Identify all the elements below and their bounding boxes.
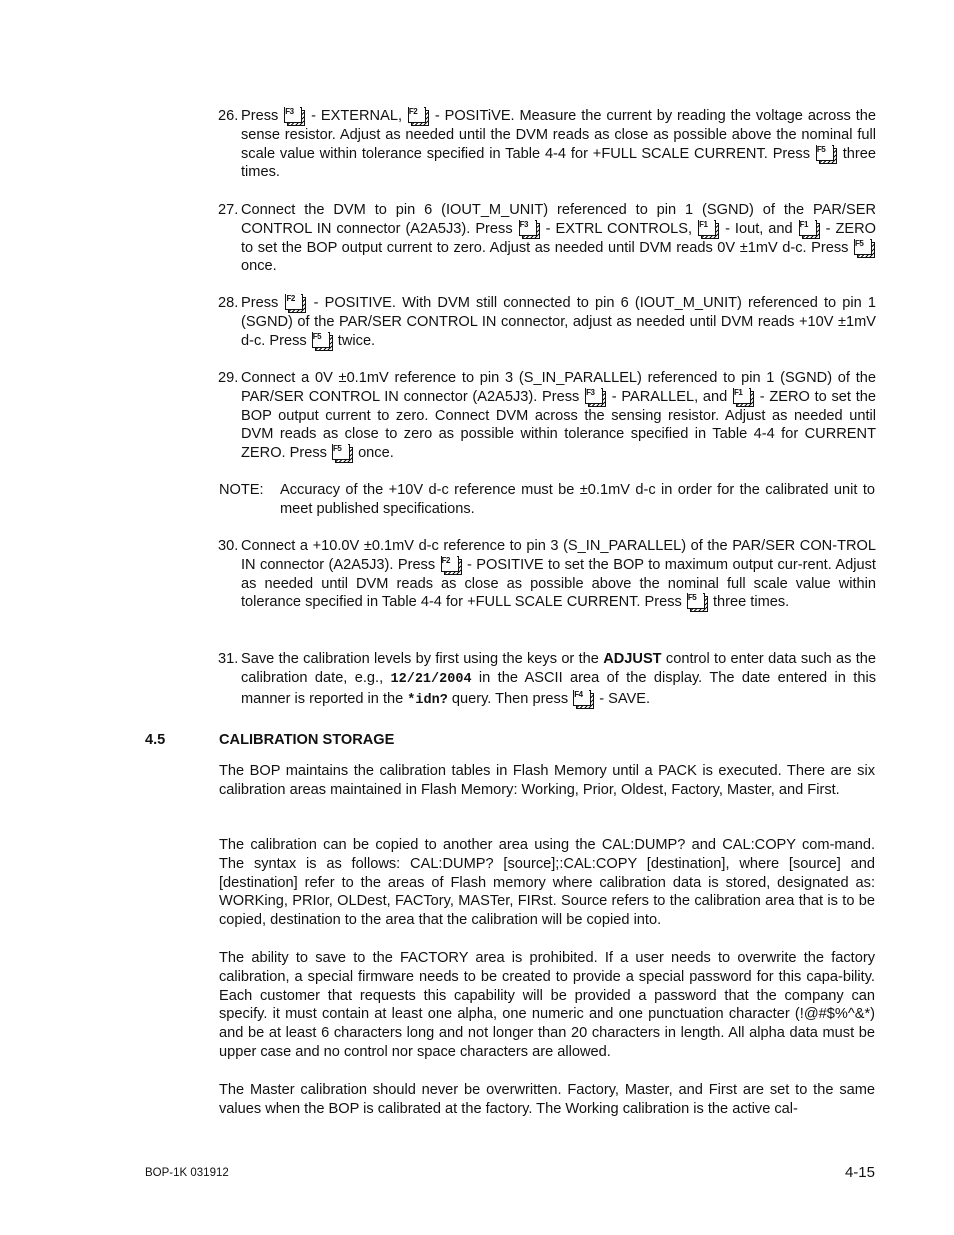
step-text: Connect the DVM to pin 6 (IOUT_M_UNIT) referenced to pin 1 (SGND) of the PAR/SER CONTROL IN connector (A2A5J3). Press F3 - EXTRL CONTROLS, F1 - Iout, and F1 - ZERO to set the BOP output current to zero. Adjust as needed until DVM reads 0V ±1mV d-c. Press F5 once. — [241, 202, 877, 275]
function-key-label: F1 — [699, 220, 714, 230]
step-text: Connect a +10.0V ±0.1mV d-c reference to pin 3 (S_IN_PARALLEL) of the PAR/SER CON-TROL IN connector (A2A5J3). Press F2 - POSITIVE to set the BOP to maximum output cur-rent. Adjust as needed until DVM reads as close as possible above the nominal full scale value within tolerance specified in Table 4-4 for +FULL SCALE CURRENT. Press F5 three times. — [241, 538, 876, 611]
function-key-icon — [799, 220, 820, 237]
function-key-label: F3 — [285, 107, 300, 117]
step-text: Connect a 0V ±0.1mV reference to pin 3 (S_IN_PARALLEL) referenced to pin 1 (SGND) of the PAR/SER CONTROL IN connector (A2A5J3). Press F3 - PARALLEL, and F1 - ZERO to set the BOP output current to zero. Connect DVM across the sensing resistor. Adjust as needed until DVM reads as close to zero as possible within tolerance specified in Table 4-4 for CURRENT ZERO. Press F5 once. — [241, 370, 876, 462]
step-27 — [218, 201, 876, 276]
step-30 — [218, 537, 876, 612]
function-key-icon — [441, 556, 462, 573]
step-number: 26. — [218, 108, 239, 124]
function-key-icon — [284, 107, 305, 124]
footer-page-number: 4-15 — [844, 1164, 875, 1181]
paragraph-cal-copy: The calibration can be copied to another area using the CAL:DUMP? and CAL:COPY com-mand. The syntax is as follows: CAL:DUMP? [source];:CAL:COPY [destination], where [source] and [destination] refer to the areas of Flash memory where calibration data is stored, designated as: WORKing, PRIor, OLDest, FACTory, MASTer, FIRst. Source refers to the calibration area that is to be copied, destination to the area that the calibration will be copied into. — [219, 837, 875, 929]
note-text: Accuracy of the +10V d-c reference must be ±0.1mV d-c in order for the calibrated unit to meet published specifications. — [280, 482, 875, 517]
step-number: 28. — [218, 295, 239, 311]
function-key-label: F1 — [734, 388, 749, 398]
function-key-label: F3 — [520, 220, 535, 230]
note — [219, 481, 875, 519]
function-key-label: F5 — [817, 145, 832, 155]
code-text: 12/21/2004 — [390, 671, 472, 687]
step-text: Press F2 - POSITIVE. With DVM still connected to pin 6 (IOUT_M_UNIT) referenced to pin 1 (SGND) of the PAR/SER CONTROL IN connector, adjust as needed until DVM reads +10V ±1mV d-c. Press F5 twice. — [241, 294, 877, 349]
function-key-label: F5 — [855, 239, 870, 249]
step-31 — [218, 650, 876, 710]
function-key-label: F2 — [442, 556, 457, 566]
step-number: 29. — [218, 370, 239, 386]
function-key-label: F2 — [409, 107, 424, 117]
step-number: 31. — [218, 651, 239, 667]
section-number: 4.5 — [145, 732, 166, 748]
step-28 — [218, 294, 876, 350]
step-number: 30. — [218, 538, 239, 554]
function-key-icon — [733, 388, 754, 405]
function-key-icon — [312, 332, 333, 349]
function-key-icon — [698, 220, 719, 237]
paragraph-flash-memory: The BOP maintains the calibration tables in Flash Memory until a PACK is executed. There are six calibration areas maintained in Flash Memory: Working, Prior, Oldest, Factory, Master, and First. — [219, 763, 875, 798]
function-key-icon — [687, 593, 708, 610]
paragraph-master-calibration: The Master calibration should never be overwritten. Factory, Master, and First are set to the same values when the BOP is calibrated at the factory. The Working calibration is the active cal- — [219, 1082, 875, 1117]
function-key-label: F4 — [574, 690, 589, 700]
footer-model: BOP-1K 031912 — [145, 1167, 229, 1179]
function-key-label: F2 — [286, 294, 301, 304]
function-key-icon — [408, 107, 429, 124]
function-key-label: F5 — [688, 593, 703, 603]
code-text: *idn? — [407, 692, 448, 708]
step-29 — [218, 369, 876, 463]
function-key-icon — [332, 444, 353, 461]
step-text: Press F3 - EXTERNAL, F2 - POSITiVE. Measure the current by reading the voltage across the sense resistor. Adjust as needed until the DVM reads as close as possible above the nominal full scale value within tolerance specified in Table 4-4 for +FULL SCALE CURRENT. Press F5 three times. — [241, 107, 877, 181]
section-title: CALIBRATION STORAGE — [219, 732, 395, 748]
paragraph-factory-area: The ability to save to the FACTORY area is prohibited. If a user needs to overwrite the factory calibration, a special firmware needs to be created to provide a special password for this capa-bility. Each customer that requests this capability will be provided a password that the company can specify. it must contain at least one alpha, one numeric and one punctuation character (!@#$%^&*) and be at least 6 characters long and not longer than 20 characters in length. All alpha data must be upper case and no control nor space characters are allowed. — [219, 950, 875, 1060]
note-label: NOTE: — [219, 482, 264, 498]
function-key-icon — [585, 388, 606, 405]
function-key-icon — [519, 220, 540, 237]
step-text: Save the calibration levels by first using the keys or the ADJUST control to enter data such as the calibration date, e.g., 12/21/2004 in the ASCII area of the display. The date entered in this manner is reported in the *idn? query. Then press F4 - SAVE. — [241, 651, 877, 708]
bold-term: ADJUST — [603, 651, 662, 667]
step-26 — [218, 107, 876, 182]
step-number: 27. — [218, 202, 239, 218]
function-key-label: F3 — [586, 388, 601, 398]
function-key-icon — [854, 239, 875, 256]
function-key-label: F5 — [333, 444, 348, 454]
function-key-label: F1 — [800, 220, 815, 230]
function-key-icon — [816, 145, 837, 162]
function-key-label: F5 — [313, 332, 328, 342]
function-key-icon — [285, 294, 306, 311]
function-key-icon — [573, 690, 594, 707]
